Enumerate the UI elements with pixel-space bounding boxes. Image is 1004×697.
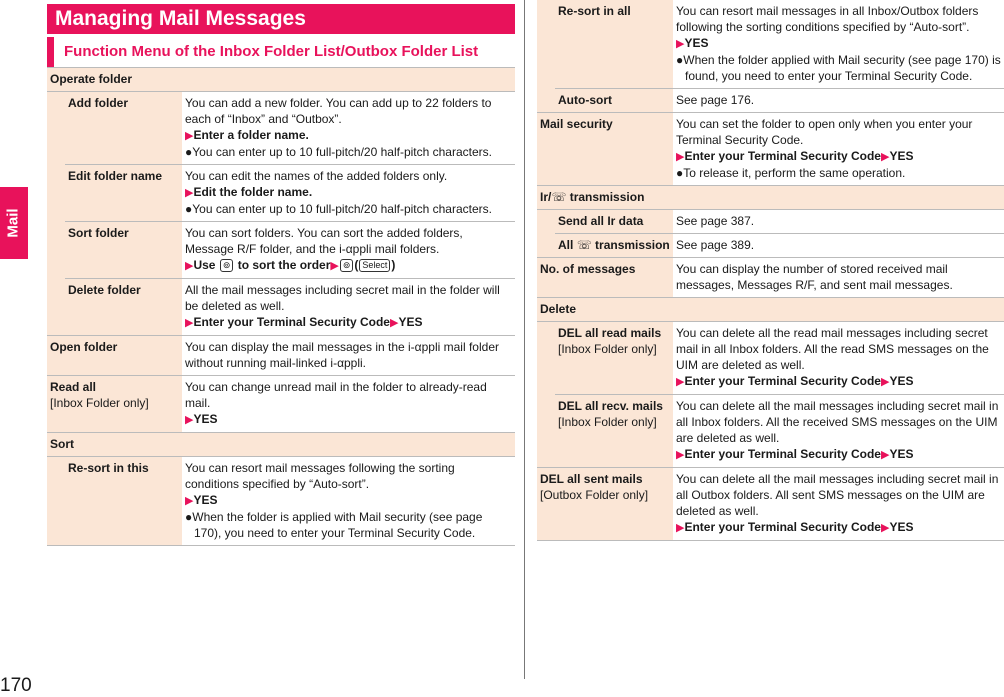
group-label: Delete bbox=[537, 298, 1004, 322]
table-row bbox=[47, 279, 515, 336]
center-key-icon: ⊚ bbox=[340, 259, 354, 272]
step-line bbox=[185, 314, 512, 331]
arrow-icon: ▶ bbox=[330, 260, 339, 272]
table-row bbox=[537, 89, 1004, 113]
group-indent bbox=[47, 92, 65, 336]
step-text: Enter your Terminal Security Code bbox=[684, 447, 881, 461]
note-line: ●When the folder applied with Mail security (see page 170) is found, you need to enter your Terminal Security Code. bbox=[676, 53, 1001, 83]
group-indent bbox=[537, 322, 555, 468]
section-subtitle bbox=[47, 37, 515, 68]
arrow-icon: ▶ bbox=[185, 317, 194, 329]
table-row bbox=[47, 457, 515, 546]
step-text: Enter your Terminal Security Code bbox=[684, 374, 881, 388]
step-line bbox=[676, 373, 1001, 390]
ir-icon: ☏ bbox=[576, 238, 592, 252]
step-text: Use bbox=[193, 258, 216, 272]
table-row bbox=[47, 165, 515, 222]
group-row bbox=[47, 433, 515, 457]
key-text: transmission bbox=[595, 238, 670, 252]
function-desc bbox=[182, 376, 515, 433]
table-row bbox=[537, 258, 1004, 298]
function-desc bbox=[673, 113, 1004, 186]
note-line: ●To release it, perform the same operation. bbox=[676, 166, 906, 180]
group-label: Sort bbox=[47, 433, 515, 457]
arrow-icon: ▶ bbox=[880, 376, 890, 388]
key-sub-text: [Outbox Folder only] bbox=[540, 488, 649, 502]
note-text: When the folder is applied with Mail security (see page 170), you need to enter your Terminal Security Code. bbox=[192, 510, 483, 540]
function-key: Auto-sort bbox=[555, 89, 673, 113]
step-text: YES bbox=[193, 412, 218, 426]
group-label-text: transmission bbox=[569, 190, 645, 204]
function-desc bbox=[182, 92, 515, 165]
function-table-right bbox=[537, 0, 1004, 541]
function-desc bbox=[673, 0, 1004, 89]
select-softkey-icon: Select bbox=[359, 259, 390, 272]
function-desc: You can display the mail messages in the i-αppli mail folder without running mail-linked i-αppli. bbox=[182, 336, 515, 376]
function-desc: See page 176. bbox=[673, 89, 1004, 113]
arrow-icon: ▶ bbox=[676, 449, 685, 461]
function-desc bbox=[673, 322, 1004, 395]
step-text: YES bbox=[889, 149, 914, 163]
step-text: Enter your Terminal Security Code bbox=[193, 315, 390, 329]
desc-text: You can add a new folder. You can add up to 22 folders to each of “Inbox” and “Outbox”. bbox=[185, 96, 492, 126]
desc-text: You can edit the names of the added folders only. bbox=[185, 169, 448, 183]
arrow-icon: ▶ bbox=[185, 414, 194, 426]
note-text: When the folder applied with Mail security (see page 170) is found, you need to enter your Terminal Security Code. bbox=[683, 53, 1001, 83]
table-row bbox=[47, 376, 515, 433]
function-key: Sort folder bbox=[65, 222, 182, 279]
table-row bbox=[537, 322, 1004, 395]
desc-text: You can sort folders. You can sort the added folders, Message R/F folder, and the i-αppli mail folders. bbox=[185, 226, 463, 256]
key-sub-text: [Inbox Folder only] bbox=[558, 415, 657, 429]
group-row bbox=[537, 186, 1004, 210]
step-text: Enter your Terminal Security Code bbox=[684, 149, 881, 163]
desc-text: You can delete all the read mail messages including secret mail in all Inbox folders. All the read SMS messages on the UIM are deleted as well. bbox=[676, 326, 989, 372]
key-text: All bbox=[558, 238, 574, 252]
note-text: To release it, perform the same operation. bbox=[683, 166, 906, 180]
note-text: You can enter up to 10 full-pitch/20 half-pitch characters. bbox=[192, 145, 492, 159]
group-row bbox=[537, 298, 1004, 322]
subtitle-marker bbox=[47, 37, 54, 67]
arrow-icon: ▶ bbox=[880, 522, 890, 534]
desc-text: You can resort mail messages in all Inbox/Outbox folders following the sorting conditions specified by “Auto-sort”. bbox=[676, 4, 979, 34]
table-row bbox=[537, 234, 1004, 258]
arrow-icon: ▶ bbox=[185, 495, 194, 507]
table-row bbox=[47, 336, 515, 376]
arrow-icon: ▶ bbox=[676, 522, 685, 534]
paren-text: ( bbox=[354, 258, 359, 272]
function-desc bbox=[673, 468, 1004, 541]
function-desc bbox=[673, 395, 1004, 468]
step-text: YES bbox=[398, 315, 423, 329]
function-key bbox=[555, 234, 673, 258]
function-desc bbox=[182, 222, 515, 279]
step-line bbox=[676, 519, 1001, 536]
desc-text: All the mail messages including secret mail in the folder will be deleted as well. bbox=[185, 283, 500, 313]
step-line bbox=[676, 148, 1001, 165]
table-row bbox=[47, 92, 515, 165]
desc-text: You can set the folder to open only when you enter your Terminal Security Code. bbox=[676, 117, 973, 147]
table-row bbox=[47, 222, 515, 279]
group-label-text: Ir/ bbox=[540, 190, 552, 204]
step-line bbox=[185, 492, 512, 509]
arrow-icon: ▶ bbox=[880, 151, 890, 163]
key-text: DEL all sent mails bbox=[540, 472, 643, 486]
group-indent bbox=[537, 0, 555, 113]
left-column bbox=[47, 4, 515, 546]
desc-text: You can change unread mail in the folder to already-read mail. bbox=[185, 380, 487, 410]
arrow-icon: ▶ bbox=[185, 260, 194, 272]
step-line bbox=[185, 411, 512, 428]
step-line bbox=[676, 35, 1001, 52]
function-key: Send all Ir data bbox=[555, 210, 673, 234]
table-row bbox=[537, 210, 1004, 234]
function-key: Open folder bbox=[47, 336, 182, 376]
step-text: YES bbox=[889, 447, 914, 461]
arrow-icon: ▶ bbox=[676, 151, 685, 163]
arrow-icon: ▶ bbox=[389, 317, 399, 329]
group-row bbox=[47, 68, 515, 92]
function-table-left bbox=[47, 68, 515, 546]
function-key: Delete folder bbox=[65, 279, 182, 336]
subtitle-text: Function Menu of the Inbox Folder List/Outbox Folder List bbox=[64, 43, 479, 60]
step-text: YES bbox=[684, 36, 709, 50]
key-text: DEL all read mails bbox=[558, 326, 662, 340]
step-text: to sort the order bbox=[237, 258, 331, 272]
page-title: Managing Mail Messages bbox=[47, 4, 515, 34]
function-desc: See page 389. bbox=[673, 234, 1004, 258]
function-key: Re-sort in this bbox=[65, 457, 182, 546]
column-divider bbox=[524, 0, 525, 679]
step-line bbox=[185, 184, 512, 201]
arrow-icon: ▶ bbox=[676, 38, 685, 50]
function-desc bbox=[182, 165, 515, 222]
note-line: ●You can enter up to 10 full-pitch/20 half-pitch characters. bbox=[185, 202, 492, 216]
function-key: Mail security bbox=[537, 113, 673, 186]
arrow-icon: ▶ bbox=[185, 130, 194, 142]
group-label bbox=[537, 186, 1004, 210]
desc-text: You can resort mail messages following the sorting conditions specified by “Auto-sort”. bbox=[185, 461, 455, 491]
paren-text: ) bbox=[391, 258, 396, 272]
function-key: Re-sort in all bbox=[555, 0, 673, 89]
key-sub-text: [Inbox Folder only] bbox=[50, 396, 149, 410]
step-text: Enter a folder name. bbox=[193, 128, 309, 142]
table-row bbox=[537, 468, 1004, 541]
function-desc bbox=[182, 279, 515, 336]
group-indent bbox=[47, 457, 65, 546]
note-line: ●When the folder is applied with Mail security (see page 170), you need to enter your Terminal Security Code. bbox=[185, 510, 483, 540]
page-number: 170 bbox=[0, 675, 32, 696]
arrow-icon: ▶ bbox=[185, 187, 194, 199]
step-text: Enter your Terminal Security Code bbox=[684, 520, 881, 534]
step-line bbox=[676, 446, 1001, 463]
function-key bbox=[555, 395, 673, 468]
step-text: YES bbox=[193, 493, 218, 507]
note-text: You can enter up to 10 full-pitch/20 half-pitch characters. bbox=[192, 202, 492, 216]
function-key: Edit folder name bbox=[65, 165, 182, 222]
group-label: Operate folder bbox=[47, 68, 515, 92]
key-sub-text: [Inbox Folder only] bbox=[558, 342, 657, 356]
function-desc: See page 387. bbox=[673, 210, 1004, 234]
table-row bbox=[537, 395, 1004, 468]
step-text: Edit the folder name. bbox=[193, 185, 313, 199]
desc-text: You can delete all the mail messages including secret mail in all Inbox folders. All the received SMS messages on the UIM are deleted as well. bbox=[676, 399, 999, 445]
table-row bbox=[537, 0, 1004, 89]
table-row bbox=[537, 113, 1004, 186]
step-text: YES bbox=[889, 374, 914, 388]
section-tab-label: Mail bbox=[5, 208, 22, 238]
function-key bbox=[47, 376, 182, 433]
step-line bbox=[185, 127, 512, 144]
function-desc bbox=[182, 457, 515, 546]
arrow-icon: ▶ bbox=[880, 449, 890, 461]
key-text: Read all bbox=[50, 380, 97, 394]
ir-icon: ☏ bbox=[551, 190, 567, 204]
navigation-key-icon: ⊚ bbox=[220, 259, 234, 272]
section-tab bbox=[0, 187, 28, 259]
group-indent bbox=[537, 210, 555, 258]
function-key bbox=[555, 322, 673, 395]
desc-text: You can delete all the mail messages including secret mail in all Outbox folders. All sent SMS messages on the UIM are deleted as well. bbox=[676, 472, 999, 518]
step-line bbox=[185, 257, 512, 274]
step-text: YES bbox=[889, 520, 914, 534]
arrow-icon: ▶ bbox=[676, 376, 685, 388]
function-key bbox=[537, 468, 673, 541]
function-desc: You can display the number of stored received mail messages, Messages R/F, and sent mail messages. bbox=[673, 258, 1004, 298]
note-line: ●You can enter up to 10 full-pitch/20 half-pitch characters. bbox=[185, 145, 492, 159]
right-column bbox=[537, 0, 1004, 541]
function-key: No. of messages bbox=[537, 258, 673, 298]
key-text: DEL all recv. mails bbox=[558, 399, 663, 413]
function-key: Add folder bbox=[65, 92, 182, 165]
